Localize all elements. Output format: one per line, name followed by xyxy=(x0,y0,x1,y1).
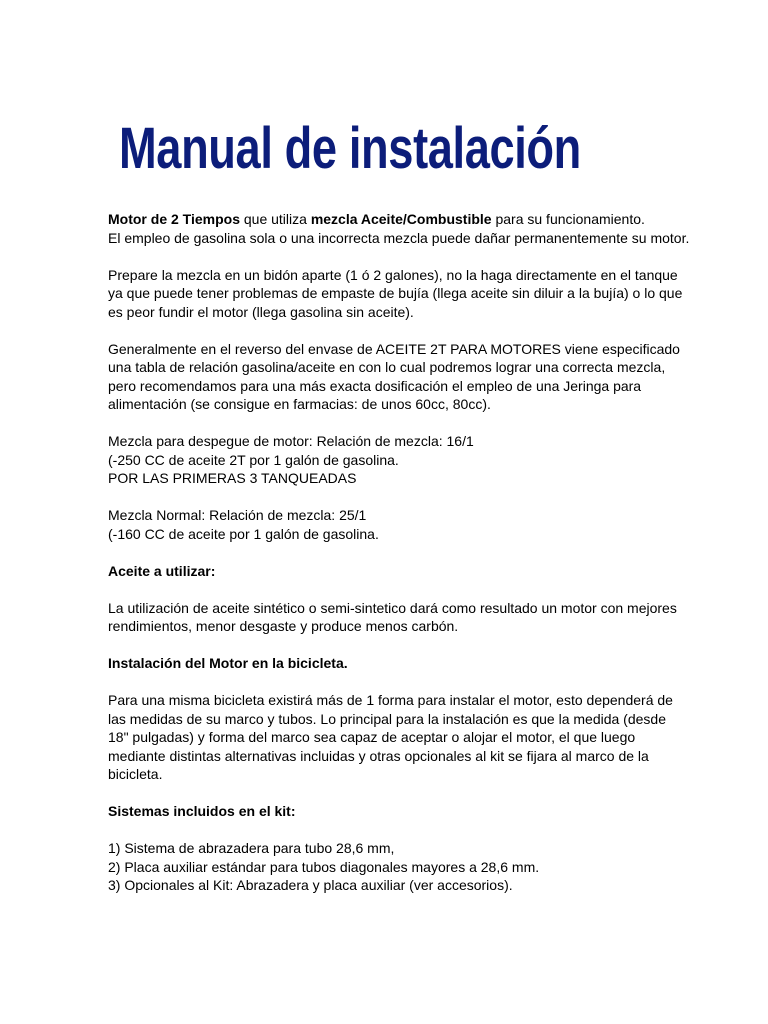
intro-line-2: El empleo de gasolina sola o una incorrecta mezcla puede dañar permanentemente su motor. xyxy=(108,229,690,246)
document-body xyxy=(108,210,768,895)
normal-mix-line: Mezcla Normal: Relación de mezcla: 25/1 xyxy=(108,507,367,523)
page-title: Manual de instalación xyxy=(119,116,581,181)
general-line: alimentación (se consigue en farmacias: de unos 60cc, 80cc). xyxy=(108,396,491,412)
startup-mix-line: Mezcla para despegue de motor: Relación de mezcla: 16/1 xyxy=(108,433,474,449)
kit-list-item: 2) Placa auxiliar estándar para tubos diagonales mayores a 28,6 mm. xyxy=(108,858,540,875)
kit-list-item: 3) Opcionales al Kit: Abrazadera y placa auxiliar (ver accesorios). xyxy=(108,877,513,893)
intro-line-1 xyxy=(108,210,768,229)
install-text-line: bicicleta. xyxy=(108,766,163,782)
kit-heading: Sistemas incluidos en el kit: xyxy=(108,803,296,819)
normal-mix-line: (-160 CC de aceite por 1 galón de gasolina. xyxy=(108,525,379,542)
startup-mix-line: POR LAS PRIMERAS 3 TANQUEADAS xyxy=(108,470,357,486)
kit-list-item: 1) Sistema de abrazadera para tubo 28,6 mm, xyxy=(108,840,395,856)
general-line: una tabla de relación gasolina/aceite en con lo cual podremos lograr una correcta mezcla, xyxy=(108,359,666,375)
prepare-line: Prepare la mezcla en un bidón aparte (1 ó 2 galones), no la haga directamente en el tanque xyxy=(108,266,678,283)
install-text-line: mediante distintas alternativas incluidas y otras opcionales al kit se fijara al marco de la xyxy=(108,747,649,764)
startup-mix-line: (-250 CC de aceite 2T por 1 galón de gasolina. xyxy=(108,451,399,468)
install-text-line: 18" pulgadas) y forma del marco sea capaz de aceptar o alojar el motor, el que luego xyxy=(108,729,636,745)
intro-text-b: para su funcionamiento. xyxy=(491,211,645,227)
install-text-line: Para una misma bicicleta existirá más de 1 forma para instalar el motor, esto dependerá de xyxy=(108,692,673,708)
engine-type-bold: Motor de 2 Tiempos xyxy=(108,211,240,227)
intro-text-a: que utiliza xyxy=(239,211,311,227)
general-line: Generalmente en el reverso del envase de ACEITE 2T PARA MOTORES viene especificado xyxy=(108,340,680,357)
oil-text-line: La utilización de aceite sintético o semi-sintetico dará como resultado un motor con mejores xyxy=(108,599,677,616)
mix-type-bold: mezcla Aceite/Combustible xyxy=(310,211,492,227)
oil-text-line: rendimientos, menor desgaste y produce menos carbón. xyxy=(108,618,459,634)
prepare-line: es peor fundir el motor (llega gasolina sin aceite). xyxy=(108,303,414,320)
oil-heading: Aceite a utilizar: xyxy=(108,562,216,579)
prepare-line: ya que puede tener problemas de empaste de bujía (llega aceite sin diluir a la bujía) o lo que xyxy=(108,285,683,301)
install-text-line: las medidas de su marco y tubos. Lo principal para la instalación es que la medida (desde xyxy=(108,710,666,727)
general-line: pero recomendamos para una más exacta dosificación el empleo de una Jeringa para xyxy=(108,377,642,394)
install-heading: Instalación del Motor en la bicicleta. xyxy=(108,655,348,671)
